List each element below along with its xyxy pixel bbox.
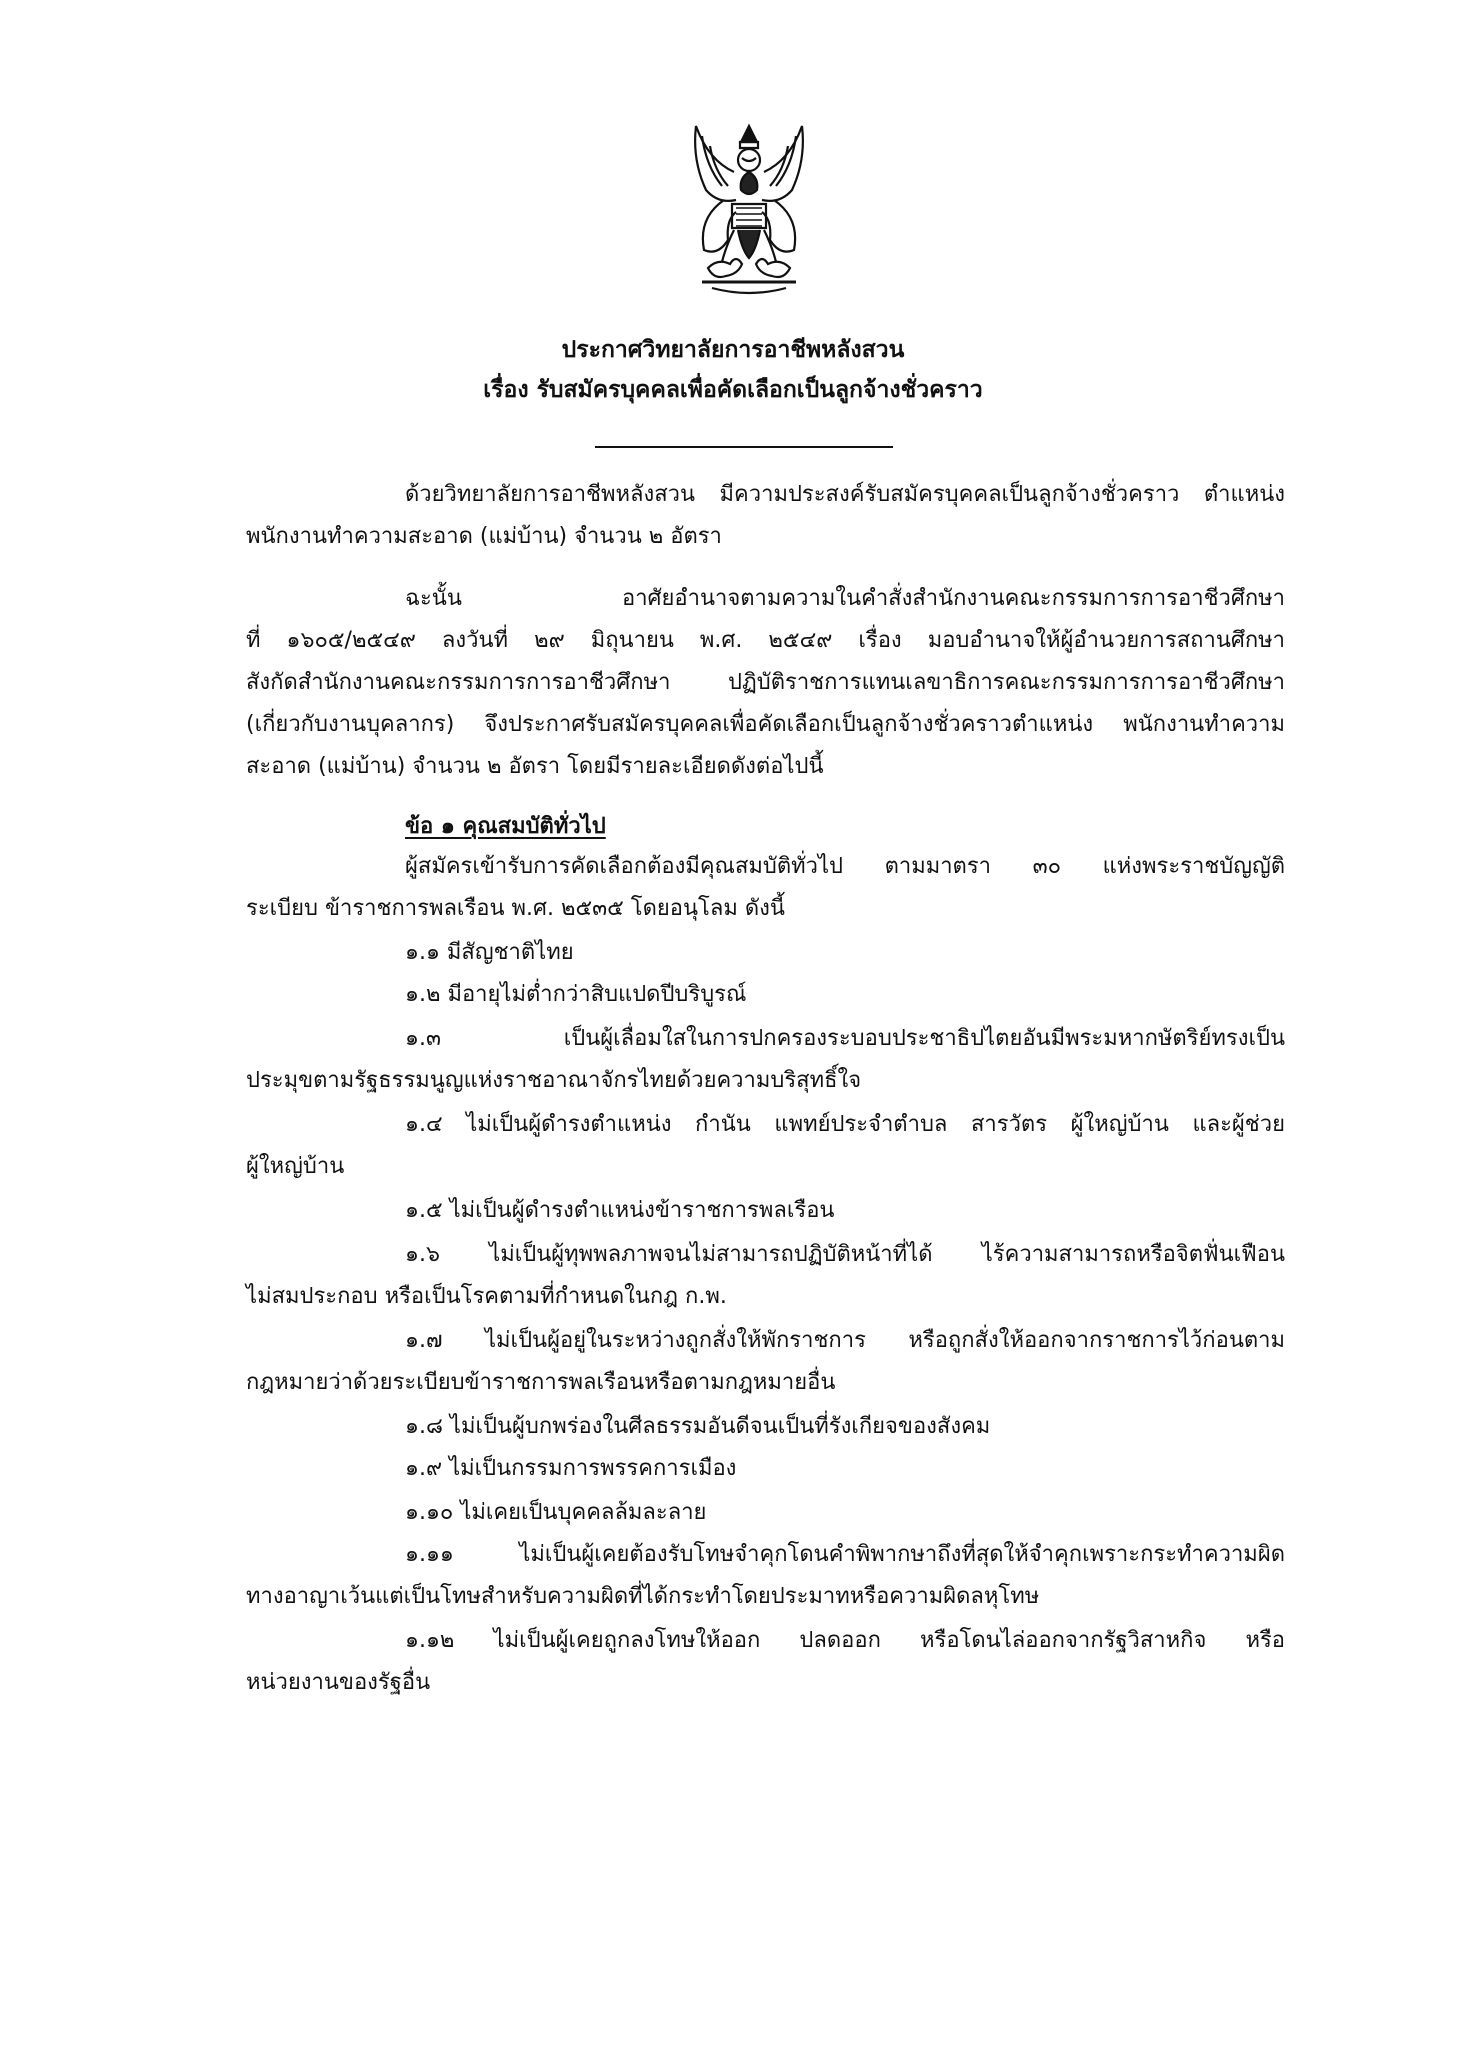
paragraph-line: (เกี่ยวกับงานบุคลากร) จึงประกาศรับสมัครบุคคลเพื่อคัดเลือกเป็นลูกจ้างชั่วคราวตำแหน่ง พนักงานทำความ: [246, 712, 1285, 737]
section-intro-line: ผู้สมัครเข้ารับการคัดเลือกต้องมีคุณสมบัติทั่วไป ตามมาตรา ๓๐ แห่งพระราชบัญญัติ: [405, 854, 1285, 879]
title-divider: [595, 446, 893, 448]
list-item: ๑.๑๒ ไม่เป็นผู้เคยถูกลงโทษให้ออก ปลดออก หรือโดนไล่ออกจากรัฐวิสาหกิจ หรือ: [405, 1628, 1285, 1653]
document-subject: เรื่อง รับสมัครบุคคลเพื่อคัดเลือกเป็นลูกจ้างชั่วคราว: [483, 377, 983, 403]
list-item: ๑.๕ ไม่เป็นผู้ดำรงตำแหน่งข้าราชการพลเรือน: [405, 1198, 835, 1223]
list-item: ๑.๑ มีสัญชาติไทย: [405, 940, 574, 965]
list-item: ๑.๙ ไม่เป็นกรรมการพรรคการเมือง: [405, 1456, 737, 1481]
list-item: ๑.๑๐ ไม่เคยเป็นบุคคลล้มละลาย: [405, 1500, 707, 1525]
section-intro-line: ระเบียบ ข้าราชการพลเรือน พ.ศ. ๒๕๓๕ โดยอนุโลม ดังนี้: [246, 896, 785, 921]
list-item: ๑.๒ มีอายุไม่ต่ำกว่าสิบแปดปีบริบูรณ์: [405, 982, 747, 1007]
paragraph-line: ฉะนั้น อาศัยอำนาจตามความในคำสั่งสำนักงานคณะกรรมการการอาชีวศึกษา: [405, 586, 1285, 611]
paragraph-line: ที่ ๑๖๐๕/๒๕๔๙ ลงวันที่ ๒๙ มิถุนายน พ.ศ. ๒๕๔๙ เรื่อง มอบอำนาจให้ผู้อำนวยการสถานศึกษา: [246, 628, 1285, 653]
section-heading: ข้อ ๑ คุณสมบัติทั่วไป: [405, 814, 606, 839]
list-item: ๑.๗ ไม่เป็นผู้อยู่ในระหว่างถูกสั่งให้พักราชการ หรือถูกสั่งให้ออกจากราชการไว้ก่อนตาม: [405, 1328, 1285, 1353]
list-item-continuation: ประมุขตามรัฐธรรมนูญแห่งราชอาณาจักรไทยด้วยความบริสุทธิ์ใจ: [246, 1068, 862, 1093]
paragraph-line: สังกัดสำนักงานคณะกรรมการการอาชีวศึกษา ปฏิบัติราชการแทนเลขาธิการคณะกรรมการการอาชีวศึกษา: [246, 670, 1285, 695]
list-item-continuation: หน่วยงานของรัฐอื่น: [246, 1670, 431, 1695]
list-item: ๑.๑๑ ไม่เป็นผู้เคยต้องรับโทษจำคุกโดนคำพิพากษาถึงที่สุดให้จำคุกเพราะกระทำความผิด: [405, 1542, 1285, 1567]
document-title: ประกาศวิทยาลัยการอาชีพหลังสวน: [561, 337, 905, 363]
list-item: ๑.๘ ไม่เป็นผู้บกพร่องในศีลธรรมอันดีจนเป็นที่รังเกียจของสังคม: [405, 1414, 991, 1439]
list-item-continuation: ทางอาญาเว้นแต่เป็นโทษสำหรับความผิดที่ได้กระทำโดยประมาทหรือความผิดลหุโทษ: [246, 1584, 1040, 1609]
paragraph-line: สะอาด (แม่บ้าน) จำนวน ๒ อัตรา โดยมีรายละเอียดดังต่อไปนี้: [246, 754, 824, 779]
list-item: ๑.๔ ไม่เป็นผู้ดำรงตำแหน่ง กำนัน แพทย์ประจำตำบล สารวัตร ผู้ใหญ่บ้าน และผู้ช่วย: [405, 1112, 1285, 1137]
garuda-emblem-icon: [678, 120, 820, 300]
list-item-continuation: ผู้ใหญ่บ้าน: [246, 1154, 345, 1179]
list-item: ๑.๖ ไม่เป็นผู้ทุพพลภาพจนไม่สามารถปฏิบัติหน้าที่ได้ ไร้ความสามารถหรือจิตฟั่นเฟือน: [405, 1242, 1285, 1267]
list-item-continuation: กฎหมายว่าด้วยระเบียบข้าราชการพลเรือนหรือตามกฎหมายอื่น: [246, 1370, 836, 1395]
list-item-continuation: ไม่สมประกอบ หรือเป็นโรคตามที่กำหนดในกฎ ก.พ.: [246, 1284, 727, 1309]
paragraph-line: ด้วยวิทยาลัยการอาชีพหลังสวน มีความประสงค์รับสมัครบุคคลเป็นลูกจ้างชั่วคราว ตำแหน่ง: [405, 482, 1285, 507]
list-item: ๑.๓ เป็นผู้เลื่อมใสในการปกครองระบอบประชาธิปไตยอันมีพระมหากษัตริย์ทรงเป็น: [405, 1026, 1285, 1051]
paragraph-line: พนักงานทำความสะอาด (แม่บ้าน) จำนวน ๒ อัตรา: [246, 524, 722, 549]
